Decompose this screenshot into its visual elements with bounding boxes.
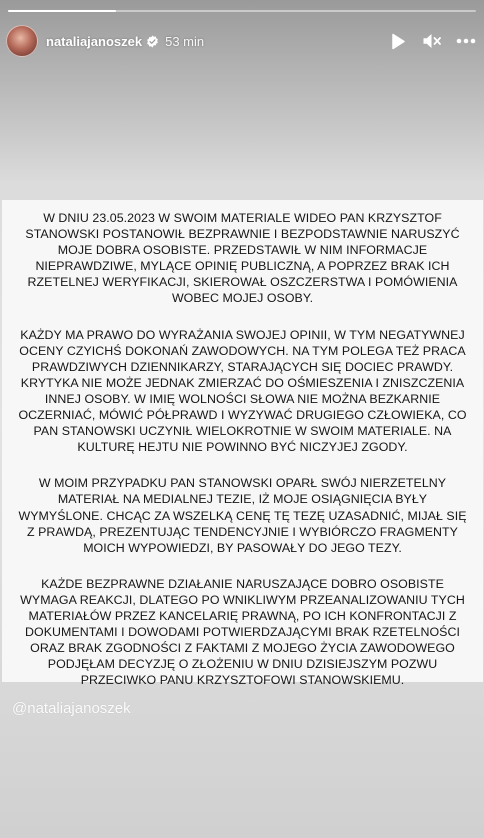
story-controls	[388, 31, 476, 51]
statement-document	[2, 200, 483, 688]
statement-paragraph-2: KAŻDY MA PRAWO DO WYRAŻANIA SWOJEJ OPINII, W TYM NEGATYWNEJ OCENY CZYICHŚ DOKONAŃ ZAWODOWYCH. NA TYM POLEGA TEŻ PRACA PRAWDZIWYCH DZIENNIKARZY, STARAJĄCYCH SIĘ DOCIEC PRAWDY. KRYTYKA NIE MOŻE JEDNAK ZMIERZAĆ DO OŚMIESZENIA I ZNISZCZENIA INNEJ OSOBY. W IMIĘ WOLNOŚCI SŁOWA NIE MOŻNA BEZKARNIE OCZERNIAĆ, MÓWIĆ PÓŁPRAWD I WYZYWAĆ DRUGIEGO CZŁOWIEKA, CO PAN STANOWSKI UCZYNIŁ WIELOKROTNIE W SWOIM MATERIALE. NA KULTURĘ HEJTU NIE POWINNO BYĆ NICZYJEJ ZGODY.	[18, 327, 467, 455]
verified-badge-icon	[146, 35, 159, 48]
story-header	[6, 24, 476, 58]
avatar[interactable]	[6, 25, 38, 57]
story-progress-fill	[8, 10, 116, 12]
mention-sticker[interactable]: @nataliajanoszek	[12, 700, 131, 717]
more-dots-icon[interactable]	[456, 31, 476, 51]
story-progress-bar	[8, 10, 476, 12]
play-icon[interactable]	[388, 31, 408, 51]
statement-paragraph-3: W MOIM PRZYPADKU PAN STANOWSKI OPARŁ SWÓJ NIERZETELNY MATERIAŁ NA MEDIALNEJ TEZIE, IŻ MOJE OSIĄGNIĘCIA BYŁY WYMYŚLONE. CHCĄC ZA WSZELKĄ CENĘ TĘ TEZĘ UZASADNIĆ, MIJAŁ SIĘ Z PRAWDĄ, PREZENTUJĄC TENDENCYJNIE I WYBIÓRCZO FRAGMENTY MOICH WYPOWIEDZI, BY PASOWAŁY DO JEGO TEZY.	[18, 476, 467, 555]
statement-paragraph-4: KAŻDE BEZPRAWNE DZIAŁANIE NARUSZAJĄCE DOBRO OSOBISTE WYMAGA REAKCJI, DLATEGO PO WNIKLIWYM PRZEANALIZOWANIU TYCH MATERIAŁÓW PRZEZ KANCELARIĘ PRAWNĄ, PO ICH KONFRONTACJI Z DOKUMENTAMI I DOWODAMI POTWIERDZAJĄCYMI BRAK RZETELNOŚCI ORAZ BRAK ZGODNOŚCI Z FAKTAMI Z MOJEGO ŻYCIA ZAWODOWEGO PODJĘŁAM DECYZJĘ O ZŁOŻENIU W DNIU DZISIEJSZYM POZWU PRZECIWKO PANU KRZYSZTOFOWI STANOWSKIEMU.	[20, 576, 465, 688]
username[interactable]: nataliajanoszek	[46, 33, 143, 49]
muted-speaker-icon[interactable]	[422, 31, 442, 51]
statement-paragraph-1: W DNIU 23.05.2023 W SWOIM MATERIALE WIDEO PAN KRZYSZTOF STANOWSKI POSTANOWIŁ BEZPRAWNIE I BEZPODSTAWNIE NARUSZYĆ MOJE DOBRA OSOBISTE. PRZEDSTAWIŁ W NIM INFORMACJE NIEPRAWDZIWE, MYLĄCE OPINIĘ PUBLICZNĄ, A POPRZEZ BRAK ICH RZETELNEJ WERYFIKACJI, SKIEROWAŁ OSZCZERSTWA I POMÓWIENIA WOBEC MOJEJ OSOBY.	[25, 211, 460, 306]
post-time: 53 min	[165, 33, 205, 49]
